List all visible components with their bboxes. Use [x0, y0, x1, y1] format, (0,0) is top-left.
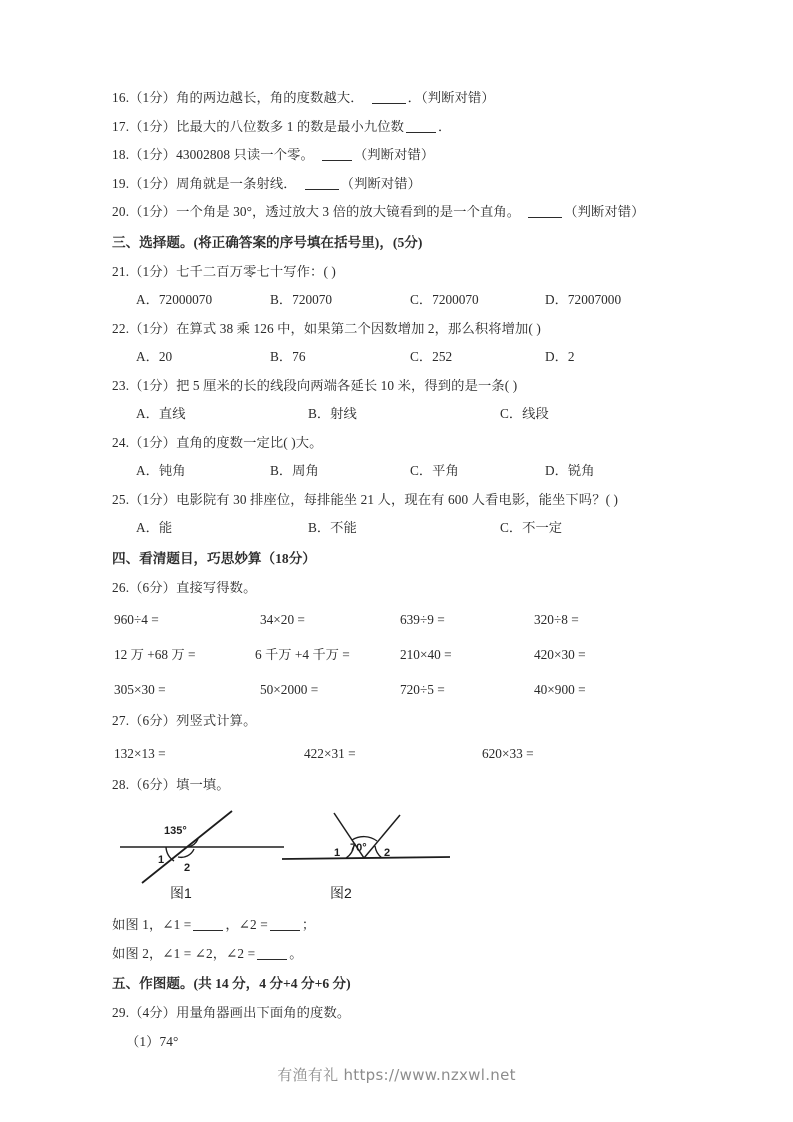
figure-2-angle-2-label: 2: [384, 847, 391, 859]
question-22-options: [112, 343, 712, 372]
figure-2-drawing: [272, 807, 462, 889]
question-29-marks: （4分）: [129, 1005, 177, 1020]
q27-item-2: 422×31 =: [304, 745, 356, 761]
question-27-marks: （6分）: [129, 713, 177, 728]
question-18-marks: （1分）: [129, 147, 177, 162]
section-three-header: 三、选择题。(将正确答案的序号填在括号里)，(5分): [112, 234, 423, 250]
question-25-option-a[interactable]: A．能: [136, 520, 173, 535]
question-27: 27.（6分）列竖式计算。: [112, 713, 257, 728]
q26-item-11: 720÷5 =: [400, 682, 445, 697]
question-25-stem: 电影院有 30 排座位，每排能坐 21 人，现在有 600 人看电影，能坐下吗？( ): [176, 491, 619, 507]
question-25-options: [112, 514, 712, 543]
question-21-options: [112, 286, 712, 315]
q26-item-3: 639÷9 =: [400, 612, 445, 627]
question-26-marks: （6分）: [129, 579, 177, 595]
figure-1-angle-2-label: 2: [184, 862, 191, 874]
question-24: 24.（1分）直角的度数一定比( )大。: [112, 434, 323, 450]
question-17-text: 比最大的八位数多 1 的数是最小九位数: [176, 118, 405, 134]
figure-2: [272, 807, 462, 901]
q26-row-3: [112, 672, 712, 707]
figure-1-angle-value: 135°: [164, 825, 187, 837]
q28-line1-prefix: 如图 1，∠1 =: [112, 917, 192, 932]
question-28-text: 填一填。: [176, 776, 230, 792]
question-29-item-1: （1）74°: [126, 1033, 179, 1049]
question-29-number: 29: [112, 1005, 126, 1020]
question-23-number: 23: [112, 377, 126, 393]
question-23-option-a[interactable]: A．直线: [136, 406, 186, 421]
question-23-marks: （1分）: [129, 377, 177, 393]
q28-fill-line-2: [112, 940, 712, 969]
question-16-marks: （1分）: [129, 90, 177, 105]
question-16-text: 角的两边越长，角的度数越大．: [176, 90, 364, 105]
question-27-number: 27: [112, 713, 126, 728]
question-24-stem: 直角的度数一定比( )大。: [176, 434, 323, 450]
question-22-option-c[interactable]: C．252: [410, 349, 453, 364]
question-16-blank[interactable]: [372, 103, 406, 104]
question-19-marks: （1分）: [129, 175, 177, 191]
question-19: 19.（1分）周角就是一条射线． （判断对错）: [112, 175, 422, 191]
figure-2-caption: 图2: [330, 885, 352, 901]
q26-item-6: 6 千万 +4 千万 =: [255, 647, 350, 662]
q28-fill-line-1: [112, 911, 712, 940]
question-17-marks: （1分）: [129, 118, 177, 134]
question-24-option-b[interactable]: B．周角: [270, 463, 319, 478]
question-24-option-d[interactable]: D．锐角: [545, 463, 595, 478]
question-19-text: 周角就是一条射线．: [176, 175, 297, 191]
question-27-text: 列竖式计算。: [176, 713, 257, 728]
q28-line1-blank-2[interactable]: [270, 930, 300, 931]
question-25: 25.（1分）电影院有 30 排座位，每排能坐 21 人，现在有 600 人看电影，能坐下吗？( ): [112, 491, 619, 507]
q26-row-2: [112, 637, 712, 672]
question-28-number: 28: [112, 776, 126, 792]
q27-item-3: 620×33 =: [482, 745, 534, 761]
question-21-option-a[interactable]: A．72000070: [136, 292, 213, 307]
question-29: 29.（4分）用量角器画出下面角的度数。: [112, 1005, 351, 1020]
question-25-marks: （1分）: [129, 491, 177, 507]
question-25-option-b[interactable]: B．不能: [308, 520, 357, 535]
figure-1-drawing: [112, 807, 292, 889]
q28-line2-blank-1[interactable]: [257, 959, 287, 960]
question-19-blank[interactable]: [305, 189, 339, 190]
figure-2-angle-1-label: 1: [334, 847, 341, 859]
question-16-suffix: ．（判断对错）: [407, 90, 495, 105]
q26-item-1: 960÷4 =: [114, 612, 159, 627]
question-23: 23.（1分）把 5 厘米的长的线段向两端各延长 10 米，得到的是一条( ): [112, 377, 518, 393]
question-24-option-c[interactable]: C．平角: [410, 463, 459, 478]
question-18-number: 18: [112, 147, 126, 162]
question-22-option-d[interactable]: D．2: [545, 349, 575, 364]
question-26-number: 26: [112, 579, 126, 595]
q26-item-7: 210×40 =: [400, 647, 452, 662]
figure-1: [112, 807, 292, 901]
q28-line2-suffix: 。: [289, 945, 303, 961]
section-five-header: 五、作图题。(共 14 分，4 分+4 分+6 分): [112, 976, 351, 991]
question-22-stem: 在算式 38 乘 126 中，如果第二个因数增加 2，那么积将增加( ): [176, 320, 541, 336]
question-26: 26.（6分）直接写得数。: [112, 579, 257, 595]
question-24-marks: （1分）: [129, 434, 177, 450]
judge-question-group: [112, 84, 712, 227]
q27-row-1: [112, 736, 712, 771]
question-17: 17.（1分）比最大的八位数多 1 的数是最小九位数 ．: [112, 118, 452, 134]
q28-line2-prefix: 如图 2，∠1 = ∠2，∠2 =: [112, 945, 256, 961]
question-19-number: 19: [112, 175, 126, 191]
figure-1-caption: 图1: [170, 885, 192, 901]
footer-watermark: 有渔有礼 https://www.nzxwl.net: [277, 1066, 516, 1084]
question-23-option-c[interactable]: C．线段: [500, 406, 549, 421]
question-18: 18.（1分）43002808 只读一个零。 （判断对错）: [112, 147, 435, 162]
question-17-blank[interactable]: [406, 132, 436, 133]
question-21-option-b[interactable]: B．720070: [270, 292, 333, 307]
question-20-number: 20: [112, 204, 126, 219]
question-20-suffix: （判断对错）: [564, 204, 645, 219]
q26-item-2: 34×20 =: [260, 612, 305, 627]
question-23-options: [112, 400, 712, 429]
question-22-option-b[interactable]: B．76: [270, 349, 306, 364]
question-20-text: 一个角是 30°，透过放大 3 倍的放大镜看到的是一个直角。: [176, 204, 521, 219]
q28-line1-middle: ，∠2 =: [225, 917, 268, 932]
question-29-text: 用量角器画出下面角的度数。: [176, 1005, 351, 1020]
q28-line1-suffix: ；: [301, 917, 316, 932]
question-22-number: 22: [112, 320, 126, 336]
question-22: 22.（1分）在算式 38 乘 126 中，如果第二个因数增加 2，那么积将增加( ): [112, 320, 541, 336]
question-21-number: 21: [112, 263, 126, 279]
question-21-option-c[interactable]: C．7200070: [410, 292, 479, 307]
question-19-suffix: （判断对错）: [340, 175, 422, 191]
question-22-option-a[interactable]: A．20: [136, 349, 173, 364]
question-23-stem: 把 5 厘米的长的线段向两端各延长 10 米，得到的是一条( ): [176, 377, 518, 393]
q26-item-8: 420×30 =: [534, 647, 586, 662]
question-21-marks: （1分）: [129, 263, 177, 279]
q27-item-1: 132×13 =: [114, 745, 166, 761]
question-22-marks: （1分）: [129, 320, 177, 336]
question-26-text: 直接写得数。: [176, 579, 257, 595]
question-20-marks: （1分）: [129, 204, 177, 219]
question-23-option-b[interactable]: B．射线: [308, 406, 357, 421]
question-28-marks: （6分）: [129, 776, 177, 792]
q26-row-1: [112, 602, 712, 637]
q26-item-5: 12 万 +68 万 =: [114, 647, 196, 662]
question-16-number: 16: [112, 90, 126, 105]
question-21-stem: 七千二百万零七十写作：( ): [176, 263, 336, 279]
question-20-blank[interactable]: [528, 217, 562, 218]
q28-figures: [112, 807, 712, 911]
question-24-options: [112, 457, 712, 486]
section-four-header: 四、看清题目，巧思妙算（18分）: [112, 550, 316, 566]
question-18-suffix: （判断对错）: [353, 147, 435, 162]
question-25-option-c[interactable]: C．不一定: [500, 520, 563, 535]
q26-item-9: 305×30 =: [114, 682, 166, 697]
question-21: 21.（1分）七千二百万零七十写作：( ): [112, 263, 336, 279]
question-25-number: 25: [112, 491, 126, 507]
question-17-suffix: ．: [438, 118, 452, 134]
question-17-number: 17: [112, 118, 126, 134]
figure-1-angle-1-label: 1: [158, 854, 165, 866]
q28-line1-blank-1[interactable]: [193, 930, 223, 931]
question-28: 28.（6分）填一填。: [112, 776, 230, 792]
question-24-number: 24: [112, 434, 126, 450]
question-24-option-a[interactable]: A．钝角: [136, 463, 186, 478]
exam-content: [112, 84, 712, 1056]
question-20: 20.（1分）一个角是 30°，透过放大 3 倍的放大镜看到的是一个直角。 （判断对错）: [112, 204, 645, 219]
question-21-option-d[interactable]: D．72007000: [545, 292, 622, 307]
figure-2-angle-value: 70°: [350, 842, 367, 854]
question-18-blank[interactable]: [322, 160, 352, 161]
q26-item-12: 40×900 =: [534, 682, 586, 697]
q26-item-4: 320÷8 =: [534, 612, 579, 627]
q26-item-10: 50×2000 =: [260, 682, 319, 697]
question-18-text: 43002808 只读一个零。: [176, 147, 314, 162]
question-16: 16.（1分）角的两边越长，角的度数越大． ．（判断对错）: [112, 90, 495, 105]
